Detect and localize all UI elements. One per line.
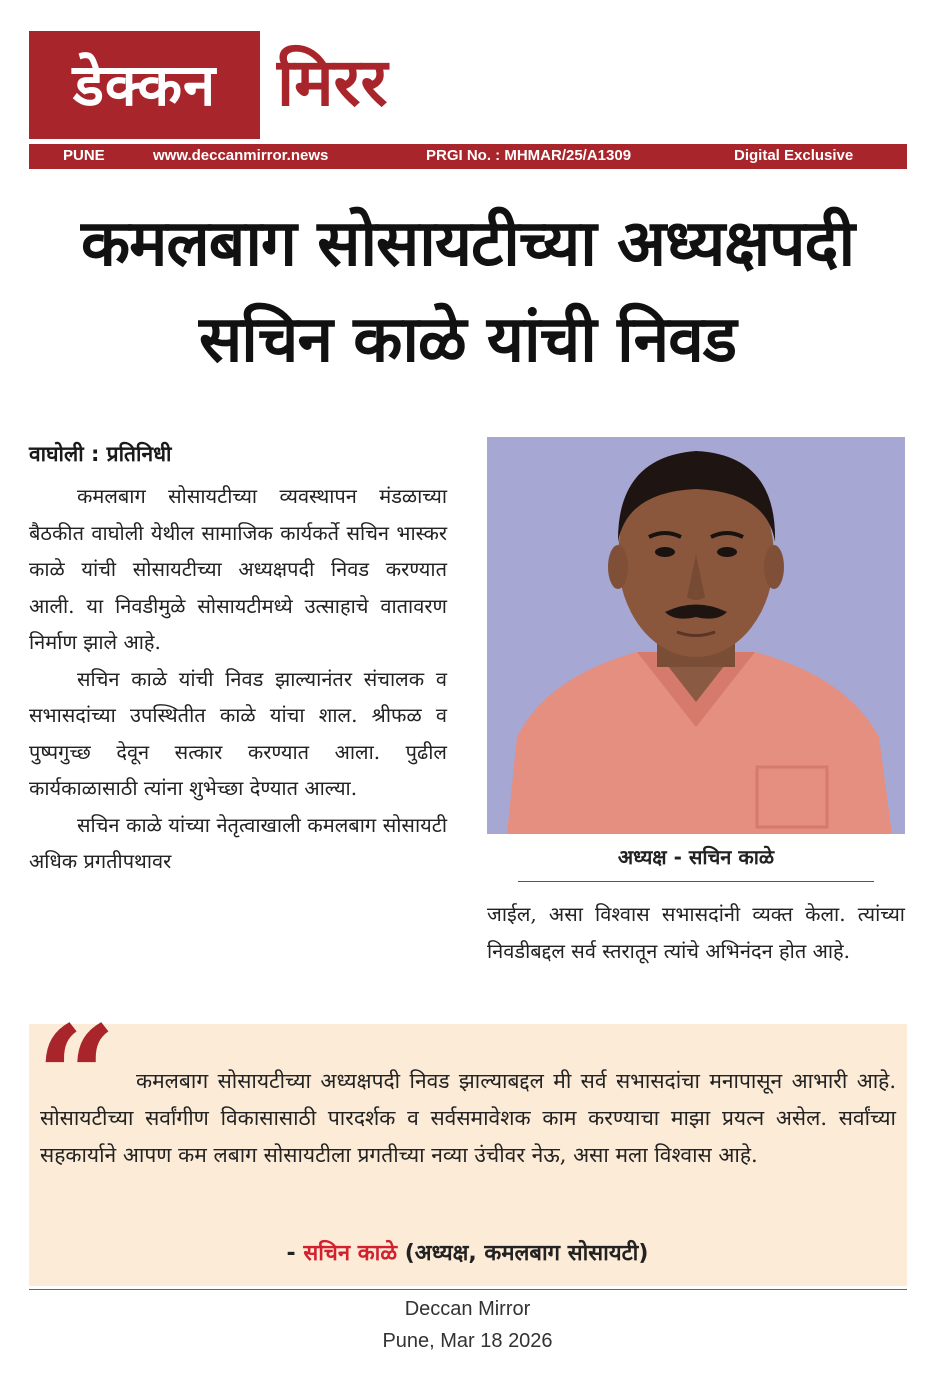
article-paragraph: सचिन काळे यांची निवड झाल्यानंतर संचालक व सभासदांच्या उपस्थितीत काळे यांचा शाल. श्रीफळ व पुष्पगुच्छ देवून सत्कार करण्यात आला. पुढील कार्यकाळासाठी त्यांना शुभेच्छा देण्यात आल्या. bbox=[29, 666, 447, 800]
masthead-info-bar bbox=[29, 144, 907, 169]
website-link[interactable]: www.deccanmirror.news bbox=[153, 147, 329, 164]
quote-author-name: सचिन काळे bbox=[303, 1241, 398, 1266]
caption-divider bbox=[518, 881, 874, 882]
article-dateline: वाघोली : प्रतिनिधी bbox=[29, 442, 172, 466]
article-paragraph: सचिन काळे यांच्या नेतृत्वाखाली कमलबाग सोसायटी अधिक प्रगतीपथावर bbox=[29, 812, 447, 873]
quote-author-role: (अध्यक्ष, कमलबाग सोसायटी) bbox=[397, 1241, 649, 1266]
portrait-photo bbox=[487, 437, 905, 834]
photo-caption: अध्यक्ष - सचिन काळे bbox=[617, 845, 775, 869]
masthead-logo-part2: मिरर bbox=[277, 44, 388, 121]
prgi-number: PRGI No. : MHMAR/25/A1309 bbox=[426, 147, 632, 164]
headline-line-2: सचिन काळे यांची निवड bbox=[198, 303, 737, 377]
portrait-illustration bbox=[487, 437, 905, 834]
article-body-left bbox=[29, 478, 447, 880]
article-paragraph: कमलबाग सोसायटीच्या व्यवस्थापन मंडळाच्या बैठकीत वाघोली येथील सामाजिक कार्यकर्ते सचिन भास्कर काळे यांची सोसायटीच्या अध्यक्षपदी निवड करण्यात आली. या निवडीमुळे सोसायटीमध्ये उत्साहाचे वातावरण निर्माण झाले आहे. bbox=[29, 484, 447, 654]
footer-divider bbox=[29, 1289, 907, 1290]
article-paragraph: जाईल, असा विश्वास सभासदांनी व्यक्त केला. त्यांच्या निवडीबद्दल सर्व स्तरातून त्यांचे अभिनंदन होत आहे. bbox=[487, 902, 905, 963]
masthead bbox=[29, 31, 907, 139]
article-body-right bbox=[487, 896, 905, 969]
quote-mark-icon: “ bbox=[36, 996, 117, 1160]
quote-text: कमलबाग सोसायटीच्या अध्यक्षपदी निवड झाल्याबद्दल मी सर्व सभासदांचा मनापासून आभारी आहे. सोसायटीच्या सर्वांगीण विकासासाठी पारदर्शक व सर्वसमावेशक काम करण्याचा माझा प्रयत्न असेल. सर्वांच्या सहकार्याने आपण कम लबाग सोसायटीला प्रगतीच्या नव्या उंचीवर नेऊ, असा मला विश्वास आहे. bbox=[40, 1069, 896, 1167]
masthead-logo-part1: डेक्कन bbox=[29, 31, 260, 139]
headline-line-1: कमलबाग सोसायटीच्या अध्यक्षपदी bbox=[80, 207, 855, 281]
article-headline bbox=[0, 196, 935, 388]
quote-attribution bbox=[0, 1237, 935, 1267]
quote-attribution-dash: - bbox=[286, 1241, 304, 1266]
footer-publication: Deccan Mirror bbox=[404, 1298, 531, 1320]
footer-place-date: Pune, Mar 18 2026 bbox=[382, 1330, 553, 1352]
edition-city: PUNE bbox=[63, 147, 105, 164]
edition-tag: Digital Exclusive bbox=[734, 147, 854, 164]
